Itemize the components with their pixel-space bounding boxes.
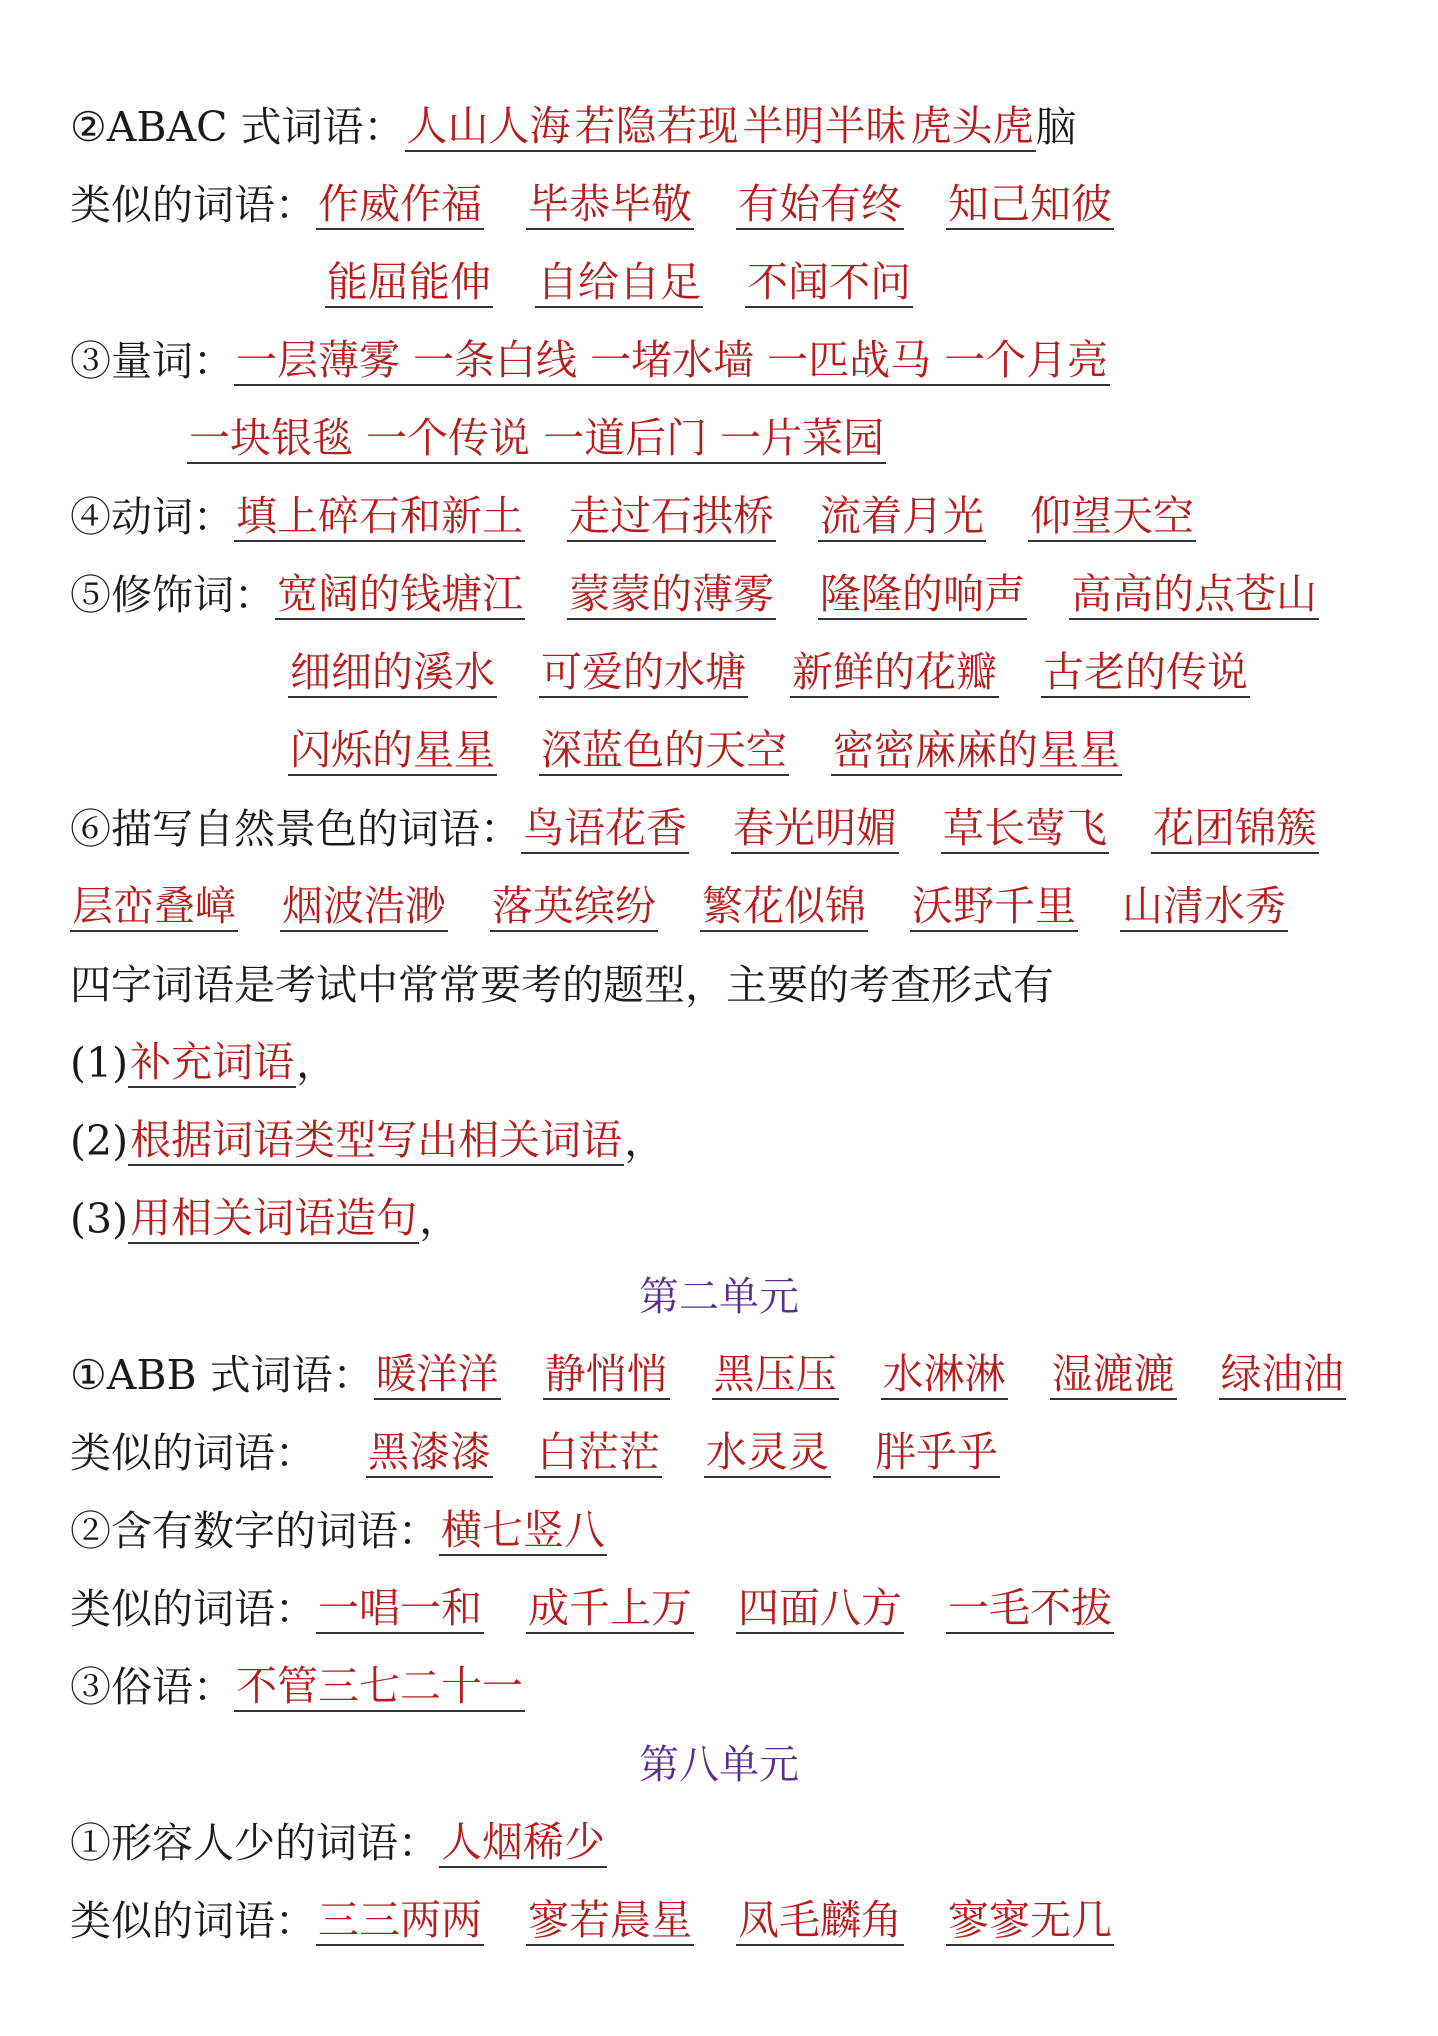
answer-word: 根据词语类型写出相关词语: [130, 1116, 623, 1164]
line-label: 类似的词语：: [70, 1429, 316, 1477]
answer-word: 静悄悄: [544, 1350, 668, 1398]
answer-word: 层峦叠嶂: [72, 882, 236, 930]
answer-word: 隆隆的响声: [820, 570, 1025, 618]
answer-word: 人山人海: [406, 102, 571, 150]
answer-word: 知己知彼: [948, 180, 1112, 228]
answer-word: 烟波浩渺: [282, 882, 446, 930]
answer-word: 蒙蒙的薄雾: [569, 570, 774, 618]
answer-word: 寥若晨星: [528, 1896, 692, 1944]
line-label: 类似的词语：: [70, 181, 316, 229]
answer-word: 白茫茫: [537, 1428, 660, 1476]
text-line: [70, 1102, 1438, 1180]
trailing-text: ，: [419, 1195, 461, 1243]
answer-word: 毕恭毕敬: [528, 180, 692, 228]
answer-word: 黑压压: [713, 1350, 837, 1398]
answer-word: 横七竖八: [441, 1506, 605, 1554]
answer-word: 鸟语花香: [523, 804, 687, 852]
unit-two-section: [70, 1336, 1438, 1726]
line-label: ③俗语：: [70, 1663, 234, 1711]
answer-word: 成千上万: [528, 1584, 692, 1632]
text-line: [70, 790, 1438, 868]
text-line: [70, 244, 1438, 322]
answer-word: 半明半昧: [742, 102, 907, 150]
line-label: (1): [70, 1039, 129, 1087]
heading-unit-two: 第二单元: [639, 1274, 799, 1320]
answer-word: 一毛不拔: [948, 1584, 1112, 1632]
text-line: [70, 868, 1438, 946]
answer-word: 黑漆漆: [368, 1428, 491, 1476]
trailing-text: 脑: [1035, 103, 1077, 151]
line-label: ②含有数字的词语：: [70, 1507, 439, 1555]
answer-word: 花团锦簇: [1153, 804, 1317, 852]
text-line: [70, 1180, 1438, 1258]
line-label: (3): [70, 1195, 129, 1243]
answer-word: 虎头虎: [910, 102, 1034, 150]
unit-one-continued: [70, 88, 1438, 1258]
answer-word: 水淋淋: [882, 1350, 1006, 1398]
line-label: ⑤修饰词：: [70, 571, 275, 619]
unit-eight-section: [70, 1804, 1438, 1960]
answer-word: 走过石拱桥: [569, 492, 774, 540]
text-line: [70, 1492, 1438, 1570]
heading-unit-eight: 第八单元: [639, 1742, 799, 1788]
answer-word: 四面八方: [738, 1584, 902, 1632]
answer-word: 新鲜的花瓣: [792, 648, 997, 696]
answer-word: 一层薄雾 一条白线 一堵水墙 一匹战马 一个月亮: [236, 336, 1109, 384]
line-label: ④动词：: [70, 493, 234, 541]
line-label: ①ABB 式词语：: [70, 1351, 374, 1399]
answer-word: 春光明媚: [733, 804, 897, 852]
trailing-text: ，: [296, 1039, 338, 1087]
text-line: [70, 400, 1438, 478]
answer-word: 寥寥无几: [948, 1896, 1112, 1944]
answer-word: 自给自足: [537, 258, 701, 306]
answer-word: 补充词语: [130, 1038, 295, 1086]
trailing-text: ，: [624, 1117, 666, 1165]
line-label: 类似的词语：: [70, 1585, 316, 1633]
text-line: [70, 946, 1438, 1024]
text-line: [70, 1882, 1438, 1960]
line-label: ③量词：: [70, 337, 234, 385]
answer-word: 一块银毯 一个传说 一道后门 一片菜园: [189, 414, 885, 462]
answer-word: 能屈能伸: [327, 258, 491, 306]
text-line: [70, 1804, 1438, 1882]
answer-word: 细细的溪水: [290, 648, 495, 696]
answer-word: 不管三七二十一: [236, 1662, 523, 1710]
answer-word: 不闻不问: [747, 258, 911, 306]
answer-word: 有始有终: [738, 180, 902, 228]
text-line: [70, 166, 1438, 244]
answer-word: 草长莺飞: [943, 804, 1107, 852]
answer-word: 水灵灵: [706, 1428, 829, 1476]
answer-word: 人烟稀少: [441, 1818, 605, 1866]
text-line: [70, 1024, 1438, 1102]
answer-word: 凤毛麟角: [738, 1896, 902, 1944]
answer-word: 可爱的水塘: [541, 648, 746, 696]
line-label: 四字词语是考试中常常要考的题型，主要的考查形式有: [70, 961, 1054, 1009]
answer-word: 暖洋洋: [375, 1350, 499, 1398]
text-line: [70, 478, 1438, 556]
answer-word: 填上碎石和新土: [236, 492, 523, 540]
answer-word: 绿油油: [1220, 1350, 1344, 1398]
answer-word: 仰望天空: [1030, 492, 1194, 540]
line-label: ②ABAC 式词语：: [70, 103, 405, 151]
text-line: [70, 322, 1438, 400]
answer-word: 沃野千里: [912, 882, 1076, 930]
line-label: 类似的词语：: [70, 1897, 316, 1945]
answer-word: 古老的传说: [1043, 648, 1248, 696]
line-label: (2): [70, 1117, 129, 1165]
text-line: [70, 88, 1438, 166]
answer-word: 高高的点苍山: [1071, 570, 1317, 618]
text-line: [70, 712, 1438, 790]
answer-word: 一唱一和: [318, 1584, 482, 1632]
answer-word: 山清水秀: [1122, 882, 1286, 930]
answer-word: 闪烁的星星: [290, 726, 495, 774]
answer-word: 胖乎乎: [875, 1428, 998, 1476]
answer-word: 密密麻麻的星星: [833, 726, 1120, 774]
answer-word: 深蓝色的天空: [541, 726, 787, 774]
line-label: ①形容人少的词语：: [70, 1819, 439, 1867]
answer-word: 三三两两: [318, 1896, 482, 1944]
text-line: [70, 634, 1438, 712]
text-line: [70, 556, 1438, 634]
text-line: [70, 1336, 1438, 1414]
answer-word: 落英缤纷: [492, 882, 656, 930]
line-label: ⑥描写自然景色的词语：: [70, 805, 521, 853]
text-line: [70, 1414, 1438, 1492]
answer-word: 若隐若现: [574, 102, 739, 150]
answer-word: 湿漉漉: [1051, 1350, 1175, 1398]
text-line: [70, 1648, 1438, 1726]
answer-word: 繁花似锦: [702, 882, 866, 930]
answer-word: 用相关词语造句: [130, 1194, 418, 1242]
text-line: [70, 1570, 1438, 1648]
answer-word: 作威作福: [318, 180, 482, 228]
answer-word: 流着月光: [820, 492, 984, 540]
answer-word: 宽阔的钱塘江: [277, 570, 523, 618]
